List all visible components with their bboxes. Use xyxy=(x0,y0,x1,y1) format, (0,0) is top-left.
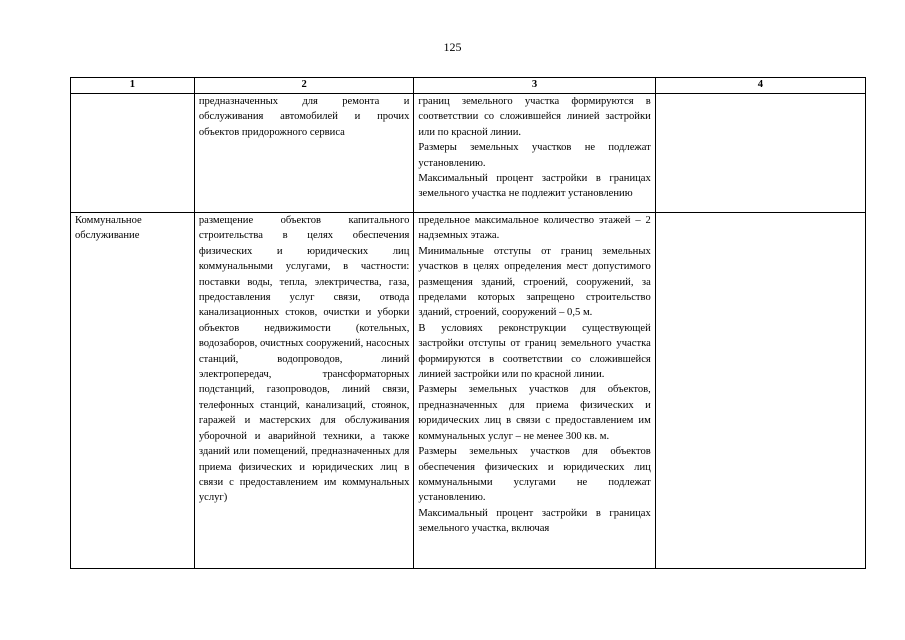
header-col-1: 1 xyxy=(71,78,195,94)
parameter-paragraph: Максимальный процент застройки в границах земельного участка не подлежит установлению xyxy=(418,173,651,200)
parameter-paragraph: В условиях реконструкции существующей застройки отступы от границ земельного участка формируются в соответствии со сложившейся линией застройки или по красной линии. xyxy=(418,322,651,381)
parameter-paragraph: Размеры земельных участков для объектов обеспечения физических и юридических лиц коммунальными услугами не подлежат установлению. xyxy=(418,446,651,504)
cell-use-type xyxy=(71,94,195,213)
cell-parameters xyxy=(414,213,655,569)
parameter-paragraph: Размеры земельных участков для объектов, предназначенных для приема физических и юридических лиц в связи с предоставлением им коммунальных услуг – не менее 300 кв. м. xyxy=(418,384,651,442)
zoning-table xyxy=(70,77,866,569)
page-number: 125 xyxy=(443,40,462,54)
cell-parameters xyxy=(414,94,655,213)
header-col-2: 2 xyxy=(194,78,414,94)
cell-description: размещение объектов капитального строительства в целях обеспечения физических и юридических лиц коммунальными услугами, в частности: поставки воды, тепла, электричества, газа, предоставления услуг связи, отвода канализационных стоков, очистки и уборки объектов недвижимости (котельных, водозаборов, очистных сооружений, насосных станций, водопроводов, линий электропередач, трансформаторных подстанций, газопроводов, линий связи, телефонных станций, канализаций, стоянок, гаражей и мастерских для обслуживания уборочной и аварийной техники, а также зданий или помещений, предназначенных для приема физических и юридических лиц в связи с предоставлением им коммунальных услуг) xyxy=(194,213,414,569)
table-row xyxy=(71,213,866,569)
header-col-3: 3 xyxy=(414,78,655,94)
cell-description: предназначенных для ремонта и обслуживания автомобилей и прочих объектов придорожного сервиса xyxy=(194,94,414,213)
header-col-4: 4 xyxy=(655,78,865,94)
table-row xyxy=(71,94,866,213)
parameter-paragraph: Максимальный процент застройки в границах земельного участка, включая xyxy=(418,507,651,535)
parameter-paragraph: Размеры земельных участков не подлежат установлению. xyxy=(418,142,651,169)
cell-use-type: Коммунальное обслуживание xyxy=(71,213,195,569)
parameter-paragraph: предельное максимальное количество этажей – 2 надземных этажа. xyxy=(418,215,651,242)
table-header-row xyxy=(71,78,866,94)
parameter-paragraph: границ земельного участка формируются в соответствии со сложившейся линией застройки или по красной линии. xyxy=(418,96,651,138)
cell-notes xyxy=(655,213,865,569)
parameter-paragraph: Минимальные отступы от границ земельных участков в целях определения мест допустимого размещения зданий, строений, сооружений, за пределами которых запрещено строительство зданий, строений, сооружений – 0,5 м. xyxy=(418,245,651,319)
cell-notes xyxy=(655,94,865,213)
